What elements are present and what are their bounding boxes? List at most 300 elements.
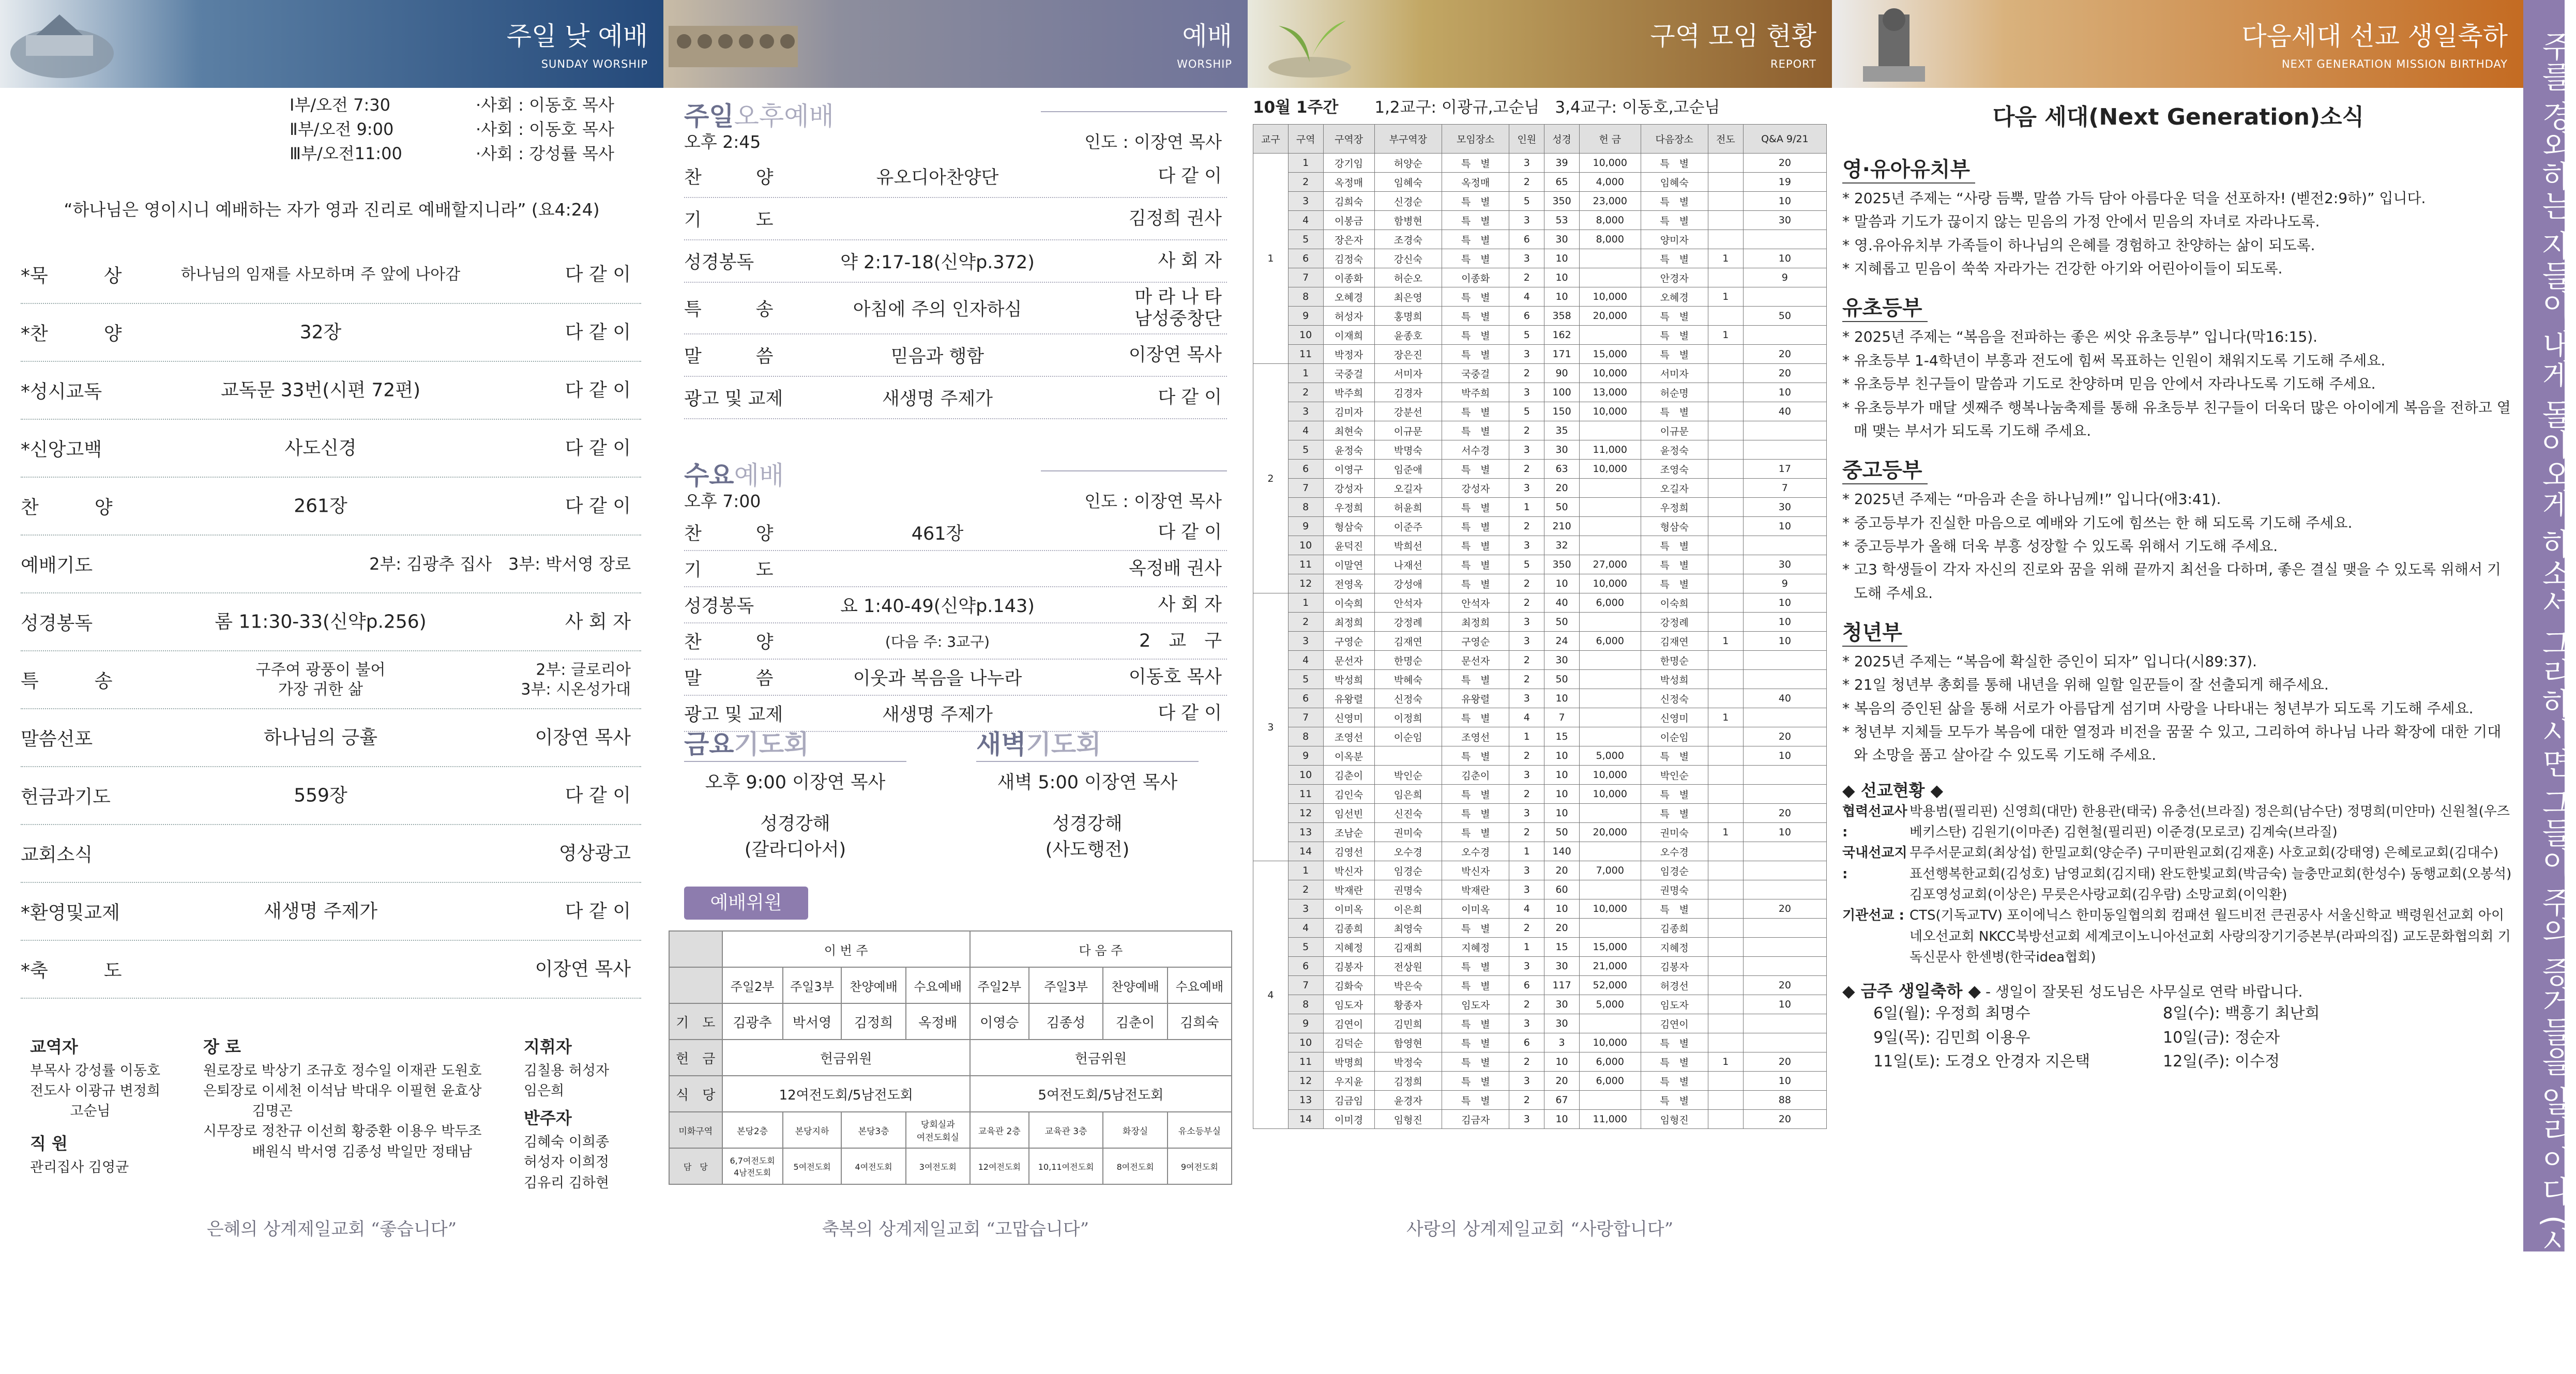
- header-title: 다음세대 선교 생일축하: [2241, 21, 2508, 51]
- order-who: 다 같 이: [565, 900, 631, 922]
- order-content: 요 1:40-49(신약p.143): [840, 596, 1035, 617]
- order-name: 광고 및 교제: [684, 705, 783, 725]
- cell: 특 별: [1442, 287, 1509, 307]
- cell: [1579, 249, 1641, 268]
- table-row: [1253, 938, 1827, 957]
- cell: 14: [1288, 842, 1323, 861]
- table-row: [1253, 364, 1827, 383]
- section-title-bold: 금요: [684, 729, 734, 759]
- cell: [1708, 230, 1743, 249]
- cell: 이순임: [1641, 727, 1708, 746]
- list-item: * 청년부 지체들 모두가 복음에 대한 열정과 비전을 꿈꿀 수 있고, 그리하여 하나님 나라 확장에 대한 기대와 소망을 품고 살아갈 수 있도록 기도해 주세요.: [1842, 723, 2502, 764]
- cell: 이숙희: [1323, 593, 1374, 613]
- cell: 10: [1743, 613, 1826, 632]
- cell: 10: [1544, 574, 1580, 593]
- cell: 특 별: [1442, 517, 1509, 536]
- cell: 4: [1509, 287, 1544, 307]
- col-header: 다음장소: [1641, 125, 1708, 154]
- committee-label: 예배위원: [684, 887, 808, 920]
- table-row: [1253, 670, 1827, 689]
- cell: 김봉자: [1641, 957, 1708, 976]
- cell: 20: [1544, 919, 1580, 938]
- table-row: [1253, 307, 1827, 326]
- cell: 임형진: [1641, 1110, 1708, 1129]
- cell: 허경선: [1641, 976, 1708, 995]
- list-item: * 2025년 주제는 “마음과 손을 하나님께!” 입니다(애3:41).: [1842, 491, 2221, 508]
- cell: 6: [1288, 689, 1323, 708]
- birthday-entry: 9일(목): 김민희 이용우: [1873, 1028, 2031, 1047]
- cell: 1: [1509, 842, 1544, 861]
- cell: 12여전도회: [970, 1148, 1029, 1184]
- order-row: [684, 551, 1227, 587]
- order-content: 교독문 33번(시편 72편): [220, 379, 421, 401]
- order-who: 다 같 이: [565, 495, 631, 517]
- table-row: [1253, 211, 1827, 230]
- col-header: 주일3부: [783, 967, 842, 1003]
- cell: 12: [1288, 574, 1323, 593]
- cell: 특 별: [1442, 345, 1509, 364]
- staff-elders: [203, 1034, 481, 1162]
- cell: 6: [1509, 230, 1544, 249]
- cell: 40: [1544, 593, 1580, 613]
- prayer-topic: 성경강해: [760, 814, 830, 834]
- cell: 양미자: [1641, 230, 1708, 249]
- cell: 50: [1544, 613, 1580, 632]
- cell: 특 별: [1641, 536, 1708, 555]
- list-item: * 21일 청년부 총회를 통해 내년을 위해 일할 일꾼들이 잘 선출되게 해주세요.: [1842, 676, 2329, 694]
- cell: 3: [1509, 440, 1544, 460]
- cell: 강성자: [1323, 479, 1374, 498]
- cell: 김광추: [722, 1003, 783, 1040]
- report-panel: [1248, 0, 1832, 1251]
- cell: 5: [1509, 192, 1544, 211]
- order-who: 2 교 구: [1139, 631, 1222, 651]
- cell: 서미자: [1641, 364, 1708, 383]
- cell: 이옥분: [1323, 746, 1374, 766]
- cell: 본당2층: [722, 1112, 783, 1148]
- cell: 1: [1509, 498, 1544, 517]
- col-header: 모임장소: [1442, 125, 1509, 154]
- cell: 특 별: [1442, 1033, 1509, 1052]
- birthday-entry: 11일(토): 도경오 안경자 지은택: [1873, 1052, 2090, 1071]
- cell: 이규문: [1641, 421, 1708, 440]
- order-who: 다 같 이: [1158, 166, 1222, 187]
- cell: 30: [1544, 230, 1580, 249]
- cell: 서수경: [1442, 440, 1509, 460]
- table-row: [1253, 1014, 1827, 1033]
- cell: [1708, 460, 1743, 479]
- cell: [1743, 670, 1826, 689]
- order-name: 기 도: [684, 210, 774, 231]
- order-who: 다 같 이: [565, 785, 631, 806]
- cell: 350: [1544, 555, 1580, 574]
- birthday-entry: 6일(월): 우정희 최명수: [1873, 1004, 2031, 1023]
- cell: 11: [1288, 345, 1323, 364]
- cell: 9: [1743, 574, 1826, 593]
- cell: 조영선: [1323, 727, 1374, 746]
- cell: 김종희: [1641, 919, 1708, 938]
- order-row: [684, 660, 1227, 696]
- order-name: *환영및교제: [21, 902, 120, 924]
- cell: 3: [1509, 154, 1544, 173]
- table-row: [1253, 383, 1827, 402]
- cell: 10: [1544, 899, 1580, 919]
- service-leader: 인도 : 이장연 목사: [1084, 132, 1222, 152]
- cell: 10,000: [1579, 364, 1641, 383]
- cell: 신진숙: [1374, 804, 1442, 823]
- cell: 장은진: [1374, 345, 1442, 364]
- order-content: 이웃과 복음을 나누라: [853, 668, 1022, 689]
- cell: 2: [1509, 574, 1544, 593]
- cell: [1708, 1072, 1743, 1091]
- section-title-bold: 새벽: [976, 729, 1026, 759]
- cell: 4,000: [1579, 173, 1641, 192]
- cell: 11: [1288, 1052, 1323, 1072]
- cell: 이은희: [1374, 899, 1442, 919]
- cell: 특 별: [1442, 976, 1509, 995]
- cell: 10: [1743, 593, 1826, 613]
- cell: 5여전도회: [783, 1148, 842, 1184]
- cell: 유왕렬: [1323, 689, 1374, 708]
- cell: 김금임: [1323, 1091, 1374, 1110]
- order-row: [21, 420, 641, 478]
- cell: 김종성: [1029, 1003, 1103, 1040]
- table-row: [1253, 555, 1827, 574]
- cell: 6,000: [1579, 1072, 1641, 1091]
- cell: 20: [1743, 364, 1826, 383]
- table-row: [1253, 880, 1827, 899]
- cell: 황종자: [1374, 995, 1442, 1014]
- cell: 3: [1509, 613, 1544, 632]
- cell: 10: [1544, 689, 1580, 708]
- cell: [1579, 919, 1641, 938]
- table-row: [1253, 632, 1827, 651]
- cell: 특 별: [1641, 804, 1708, 823]
- order-name: *축 도: [21, 960, 122, 982]
- cell: 30: [1544, 1014, 1580, 1033]
- birthday-note: - 생일이 잘못된 성도님은 사무실로 연락 바랍니다.: [1981, 983, 2303, 1001]
- cell: 140: [1544, 842, 1580, 861]
- cell: 국중걸: [1442, 364, 1509, 383]
- district-12-leaders: 1,2교구: 이광규,고순님: [1374, 98, 1540, 117]
- table-row: [1253, 613, 1827, 632]
- cell: [1708, 651, 1743, 670]
- mission-key: 협력선교사 :: [1842, 803, 1907, 841]
- cell: 장은자: [1323, 230, 1374, 249]
- cell: 이준주: [1374, 517, 1442, 536]
- order-row: [21, 246, 641, 304]
- committee-table: [669, 930, 1232, 1185]
- cell: 오수경: [1641, 842, 1708, 861]
- cell: 강정례: [1641, 613, 1708, 632]
- department-items: [1842, 650, 2514, 767]
- cell: 15: [1544, 938, 1580, 957]
- list-item: * 말씀과 기도가 끊이지 않는 믿음의 가정 안에서 믿음의 자녀로 자라나도록.: [1842, 213, 2320, 231]
- mission-row: [1842, 905, 2514, 968]
- order-content: 261장: [294, 495, 347, 517]
- cell: [1708, 1014, 1743, 1033]
- district-cell: 3: [1253, 593, 1289, 861]
- cell: [1579, 498, 1641, 517]
- order-who: 옥정배 권사: [1128, 558, 1222, 579]
- table-row: [1253, 995, 1827, 1014]
- cell: 특 별: [1641, 899, 1708, 919]
- plant-icon: [1258, 5, 1361, 83]
- cell: 20: [1544, 479, 1580, 498]
- order-who: 사 회 자: [1158, 251, 1222, 271]
- cell: 50: [1544, 823, 1580, 842]
- cell: [1708, 919, 1743, 938]
- cell: [1743, 919, 1826, 938]
- cell: 6: [1509, 307, 1544, 326]
- list-item: * 유초등부가 매달 셋째주 행복나눔축제를 통해 유초등부 친구들이 더욱더 많은 아이에게 복음을 전하고 열매 맺는 부서가 되도록 기도해 주세요.: [1842, 399, 2511, 439]
- order-row: [21, 825, 641, 883]
- order-name: 말 씀: [684, 668, 774, 689]
- cell: 임도자: [1641, 995, 1708, 1014]
- department-title: 유초등부: [1842, 292, 1928, 322]
- cell: 3: [1509, 536, 1544, 555]
- cell: 특 별: [1641, 574, 1708, 593]
- cell: 이정희: [1374, 708, 1442, 727]
- cell: 10: [1544, 249, 1580, 268]
- cell: 교육관 3층: [1029, 1112, 1103, 1148]
- cell: [1743, 842, 1826, 861]
- cell: 5여전도회/5남전도회: [970, 1076, 1232, 1112]
- cell: 박주희: [1442, 383, 1509, 402]
- cell: [1708, 364, 1743, 383]
- cell: 본당지하: [783, 1112, 842, 1148]
- cell: 박재란: [1323, 880, 1374, 899]
- cell: 10: [1743, 517, 1826, 536]
- cell: [1708, 402, 1743, 421]
- cell: 이영승: [970, 1003, 1029, 1040]
- cell: 신정숙: [1374, 689, 1442, 708]
- report-header: [1248, 0, 1832, 88]
- cell: [1708, 154, 1743, 173]
- cell: 52,000: [1579, 976, 1641, 995]
- service-time-1: Ⅰ부/오전 7:30: [290, 95, 390, 115]
- order-row: [21, 651, 641, 709]
- cell: 3: [1509, 1072, 1544, 1091]
- section-title-light: 기도회: [1026, 729, 1101, 759]
- cell: [1708, 517, 1743, 536]
- cell: 특 별: [1641, 326, 1708, 345]
- cell: 특 별: [1442, 804, 1509, 823]
- row-header: 미화구역: [669, 1112, 722, 1148]
- cell: 안경자: [1641, 268, 1708, 287]
- service-time: 오후 7:00: [684, 491, 761, 511]
- order-who: 마 라 나 타 남성중창단: [1134, 287, 1222, 329]
- cell: 8,000: [1579, 211, 1641, 230]
- cell: 특 별: [1641, 1052, 1708, 1072]
- header-title: 예배: [1182, 21, 1232, 51]
- cell: 2: [1288, 173, 1323, 192]
- mission-value: 무주서문교회(최상섭) 한밀교회(양순주) 구미판원교회(김재훈) 사호교회(강태영) 은혜로교회(김대수) 표선행복한교회(김성호) 남영교회(김지태) 완도한빛교회(박금숙) 늘충만교회(한성수) 동행교회(오봉석) 김포영성교회(이상은) 무릇은사랑교회(김우람) 소망교회(이익환): [1910, 845, 2512, 903]
- order-content: 구주여 광풍이 불어 가장 귀한 삶: [255, 661, 386, 698]
- cell: 특 별: [1442, 1014, 1509, 1033]
- cell: 2: [1288, 613, 1323, 632]
- cell: 우지윤: [1323, 1072, 1374, 1091]
- col-header: 교구: [1253, 125, 1289, 154]
- cell: 김연이: [1641, 1014, 1708, 1033]
- table-row: [1253, 861, 1827, 880]
- cell: 10: [1743, 1072, 1826, 1091]
- cell: 20,000: [1579, 823, 1641, 842]
- cell: 162: [1544, 326, 1580, 345]
- cell: 특 별: [1641, 555, 1708, 574]
- cell: 2: [1509, 593, 1544, 613]
- cell: 이규문: [1374, 421, 1442, 440]
- cell: 박신자: [1442, 861, 1509, 880]
- cell: 6: [1509, 1033, 1544, 1052]
- row-header: 식 당: [669, 1076, 722, 1112]
- cell: 허순명: [1641, 383, 1708, 402]
- cell: 12: [1288, 1072, 1323, 1091]
- cell: 김춘이: [1323, 766, 1374, 785]
- dawn-prayer: [976, 724, 1199, 861]
- cell: 10: [1743, 746, 1826, 766]
- cell: [1579, 880, 1641, 899]
- cell: 63: [1544, 460, 1580, 479]
- order-content: 하나님의 긍휼: [263, 727, 378, 749]
- cell: 20: [1743, 345, 1826, 364]
- cell: 김재연: [1374, 632, 1442, 651]
- order-who: 이동호 목사: [1128, 667, 1222, 688]
- cell: [1579, 804, 1641, 823]
- header-subtitle: NEXT GENERATION MISSION BIRTHDAY: [2281, 58, 2508, 70]
- cell: [1579, 536, 1641, 555]
- cell: 30: [1743, 211, 1826, 230]
- cell: 5: [1288, 670, 1323, 689]
- col-header: 헌 금: [1579, 125, 1641, 154]
- cell: 20: [1743, 1052, 1826, 1072]
- cell: 12: [1288, 804, 1323, 823]
- cell: 강성자: [1442, 479, 1509, 498]
- row-header: 헌 금: [669, 1040, 722, 1076]
- cell: 박인순: [1641, 766, 1708, 785]
- cell: 박서영: [783, 1003, 842, 1040]
- cell: 옥정매: [1323, 173, 1374, 192]
- cell: [1579, 708, 1641, 727]
- cell: 박주희: [1323, 383, 1374, 402]
- cell: 이영구: [1323, 460, 1374, 479]
- staff-heading: 장 로: [203, 1037, 241, 1057]
- col-header: 구역장: [1323, 125, 1374, 154]
- prayer-book: (사도행전): [1045, 839, 1130, 860]
- cell: [1579, 670, 1641, 689]
- friday-prayer: [684, 724, 906, 861]
- staff-names: 김칠용 허성자 임은희: [524, 1063, 610, 1100]
- cell: 나재선: [1374, 555, 1442, 574]
- cell: [1743, 880, 1826, 899]
- cell: 특 별: [1641, 1033, 1708, 1052]
- cell: 117: [1544, 976, 1580, 995]
- wednesday-service: [684, 455, 1227, 732]
- cell: 6,000: [1579, 593, 1641, 613]
- cell: [1708, 746, 1743, 766]
- cell: 10,000: [1579, 899, 1641, 919]
- cell: 최영숙: [1374, 919, 1442, 938]
- table-row: [1253, 957, 1827, 976]
- cell: 형삼숙: [1323, 517, 1374, 536]
- service-meta: [684, 488, 1227, 515]
- service-time-3: Ⅲ부/오전11:00: [290, 144, 402, 163]
- cell: 함영현: [1374, 1033, 1442, 1052]
- order-name: 성경봉독: [684, 596, 754, 617]
- cell: 13: [1288, 823, 1323, 842]
- cell: 김봉자: [1323, 957, 1374, 976]
- cell: 3: [1509, 383, 1544, 402]
- table-row: [1253, 440, 1827, 460]
- worship-order: [21, 246, 641, 999]
- cell: [1708, 211, 1743, 230]
- cell: 10,000: [1579, 154, 1641, 173]
- worship-header: [663, 0, 1248, 88]
- cell: [1708, 670, 1743, 689]
- cell: 특 별: [1641, 249, 1708, 268]
- cell: 3: [1509, 479, 1544, 498]
- cell: 15,000: [1579, 938, 1641, 957]
- cell: 특 별: [1442, 1052, 1509, 1072]
- cell: [1579, 479, 1641, 498]
- cell: 특 별: [1442, 154, 1509, 173]
- cell: 3: [1544, 1033, 1580, 1052]
- cell: 특 별: [1442, 785, 1509, 804]
- cell: 12여전도회/5남전도회: [722, 1076, 970, 1112]
- cell: 10: [1544, 804, 1580, 823]
- order-row: [21, 709, 641, 767]
- cell: 10: [1288, 536, 1323, 555]
- cell: [1708, 766, 1743, 785]
- order-name: 성경봉독: [21, 613, 93, 634]
- cell: 김미자: [1323, 402, 1374, 421]
- cell: 김춘이: [1103, 1003, 1167, 1040]
- order-content: (다음 주: 3교구): [885, 633, 990, 650]
- cell: 11,000: [1579, 1110, 1641, 1129]
- cell: 1: [1708, 326, 1743, 345]
- district-cell: 4: [1253, 861, 1289, 1129]
- cell: 20: [1743, 899, 1826, 919]
- cell: 39: [1544, 154, 1580, 173]
- cell: 3: [1509, 957, 1544, 976]
- table-row: [1253, 976, 1827, 995]
- department-items: [1842, 187, 2514, 280]
- cell: 2: [1509, 460, 1544, 479]
- cell: 6: [1288, 460, 1323, 479]
- order-name: *성시교독: [21, 381, 102, 403]
- cell: [1374, 746, 1442, 766]
- cell: 2: [1509, 995, 1544, 1014]
- cell: 구영순: [1323, 632, 1374, 651]
- col-header: 부구역장: [1374, 125, 1442, 154]
- mission-list: [1842, 801, 2514, 968]
- col-header: 주일2부: [970, 967, 1029, 1003]
- cell: 특 별: [1442, 307, 1509, 326]
- table-row: [1253, 154, 1827, 173]
- cell: 10: [1743, 192, 1826, 211]
- cell: [1743, 440, 1826, 460]
- cell: 35: [1544, 421, 1580, 440]
- service-host-3: ·사회 : 강성률 목사: [476, 144, 614, 163]
- cell: 홍명희: [1374, 307, 1442, 326]
- cell: 문선자: [1442, 651, 1509, 670]
- cell: 10,000: [1579, 574, 1641, 593]
- cell: 박정자: [1323, 345, 1374, 364]
- cell: 1: [1708, 287, 1743, 307]
- table-row: [1253, 1091, 1827, 1110]
- mission-value: 박용범(필리핀) 신영희(대만) 한용관(태국) 유충선(브라질) 정은희(남수단) 정명희(미얀마) 신원철(우즈베키스탄) 김원기(이마존) 김현철(필리핀) 이준경(모로코) 김계숙(브라질): [1910, 803, 2510, 841]
- cell: 구영순: [1442, 632, 1509, 651]
